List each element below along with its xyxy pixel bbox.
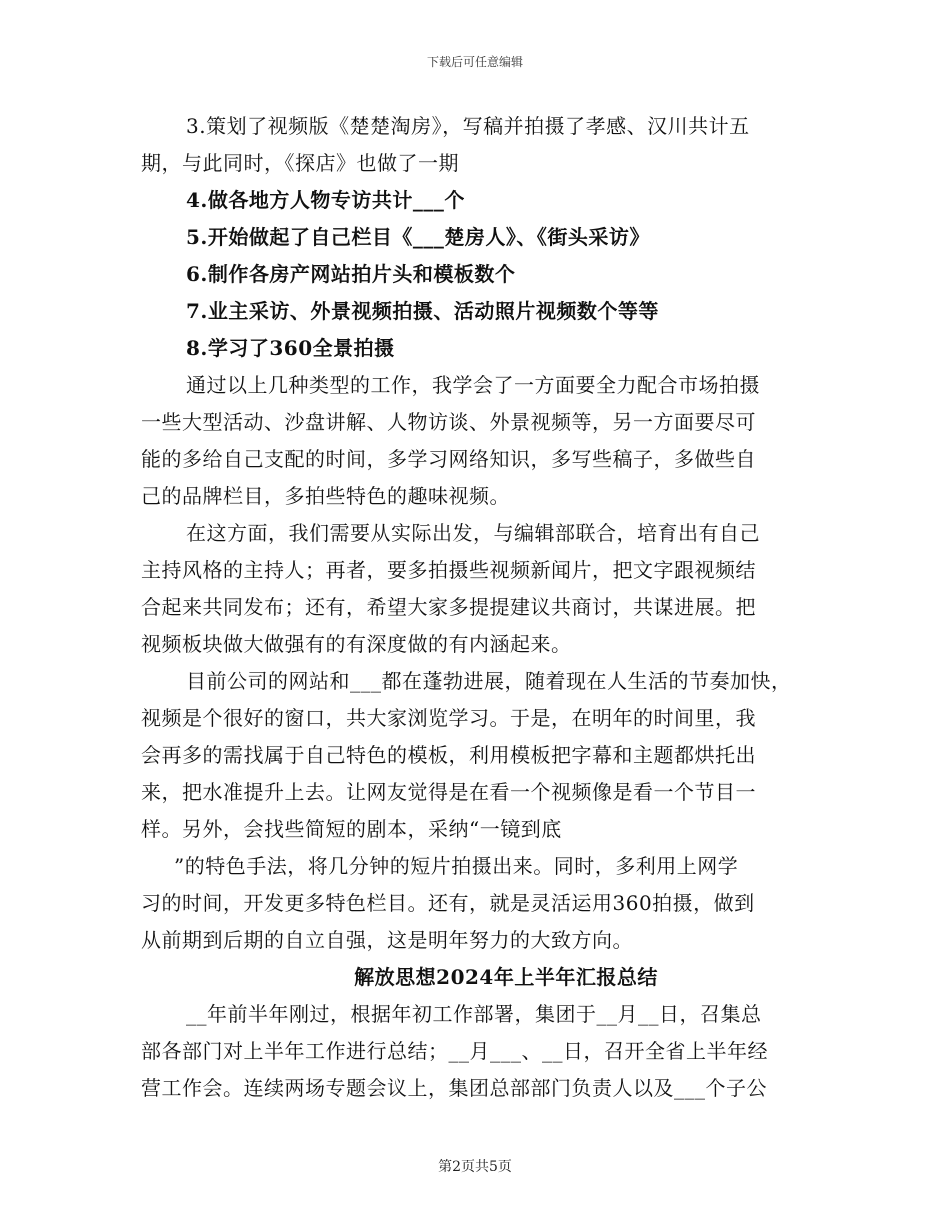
text-line: 从前期到后期的自立自强，这是明年努力的大致方向。 [141,928,633,952]
text-line: 6.制作各房产网站拍片头和模板数个 [186,262,516,286]
text-line: 目前公司的网站和___都在蓬勃进展，随着现在人生活的节奏加快， [186,669,792,693]
text-line: 会再多的需找属于自己特色的模板，利用模板把字幕和主题都烘托出 [141,743,756,767]
document-body [141,108,831,1107]
text-line: 来，把水准提升上去。让网友觉得是在看一个视频像是看一个节目一 [141,780,756,804]
text-line: 8.学习了360全景拍摄 [186,336,395,360]
text-line: 合起来共同发布；还有，希望大家多提提建议共商讨，共谋进展。把 [141,595,756,619]
text-line: 7.业主采访、外景视频拍摄、活动照片视频数个等等 [186,299,659,323]
text-line: ”的特色手法，将几分钟的短片拍摄出来。同时，多利用上网学 [174,854,739,878]
text-line: 视频是个很好的窗口，共大家浏览学习。于是，在明年的时间里，我 [141,706,756,730]
text-line: 部各部门对上半年工作进行总结；__月___、__日，召开全省上半年经 [141,1039,768,1063]
text-line: 5.开始做起了自己栏目《___楚房人》、《街头采访》 [186,225,650,249]
text-line: 视频板块做大做强有的有深度做的有内涵起来。 [141,632,572,656]
text-line: 在这方面，我们需要从实际出发，与编辑部联合，培育出有自己 [186,521,760,545]
text-line: 样。另外，会找些简短的剧本，采纳“一镜到底 [141,817,562,841]
text-line: 能的多给自己支配的时间，多学习网络知识，多写些稿子，多做些自 [141,447,756,471]
text-line: 期，与此同时，《探店》也做了一期 [141,151,459,175]
text-line: 一些大型活动、沙盘讲解、人物访谈、外景视频等，另一方面要尽可 [141,410,756,434]
text-line: 己的品牌栏目，多拍些特色的趣味视频。 [141,484,510,508]
text-line: 主持风格的主持人；再者，要多拍摄些视频新闻片，把文字跟视频结 [141,558,756,582]
section-title: 解放思想2024年上半年汇报总结 [354,965,658,989]
page-header: 下载后可任意编辑 [426,55,523,69]
text-line: 营工作会。连续两场专题会议上，集团总部部门负责人以及___个子公 [141,1076,767,1100]
text-line: __年前半年刚过，根据年初工作部署，集团于__月__日，召集总 [186,1002,762,1026]
text-line: 通过以上几种类型的工作，我学会了一方面要全力配合市场拍摄 [186,373,760,397]
page-footer: 第2页共5页 [438,1159,512,1175]
text-line: 4.做各地方人物专访共计___个 [186,188,465,212]
text-line: 习的时间，开发更多特色栏目。还有，就是灵活运用360拍摄，做到 [141,891,755,915]
text-line: 3.策划了视频版《楚楚淘房》，写稿并拍摄了孝感、汉川共计五 [186,114,750,138]
